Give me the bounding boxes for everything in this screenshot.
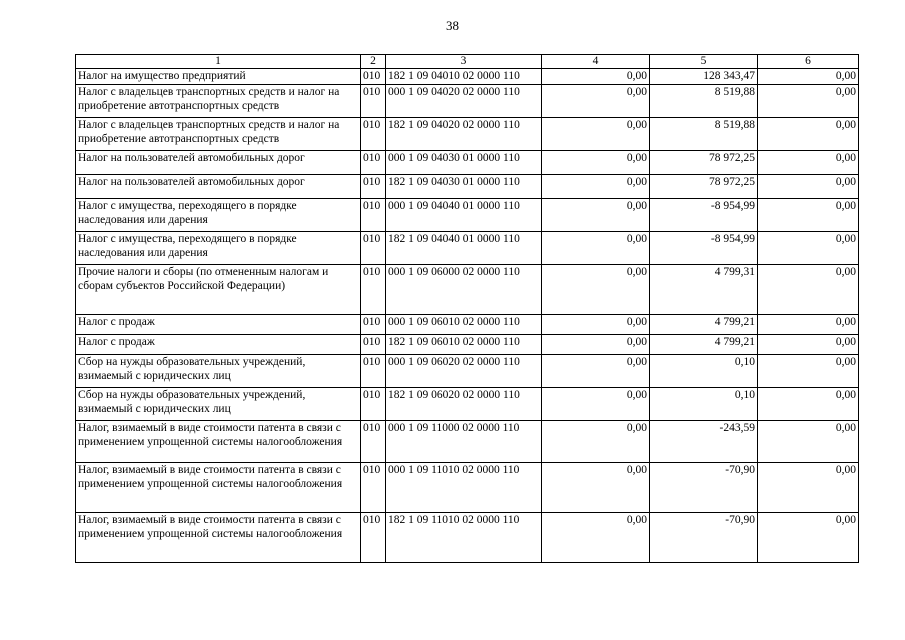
cell-description: Налог с продаж <box>76 335 361 355</box>
cell-col5-value: 8 519,88 <box>650 118 758 151</box>
cell-budget-code: 000 1 09 11010 02 0000 110 <box>386 463 542 513</box>
cell-line-code: 010 <box>361 513 386 563</box>
cell-col6-value: 0,00 <box>758 118 859 151</box>
cell-line-code: 010 <box>361 69 386 85</box>
cell-description: Сбор на нужды образовательных учреждений, взимаемый с юридических лиц <box>76 388 361 421</box>
cell-col5-value: 4 799,31 <box>650 265 758 315</box>
cell-line-code: 010 <box>361 463 386 513</box>
cell-col6-value: 0,00 <box>758 85 859 118</box>
cell-budget-code: 182 1 09 06020 02 0000 110 <box>386 388 542 421</box>
cell-col6-value: 0,00 <box>758 335 859 355</box>
cell-budget-code: 182 1 09 04040 01 0000 110 <box>386 232 542 265</box>
cell-description: Налог, взимаемый в виде стоимости патента в связи с применением упрощенной системы налогообложения <box>76 463 361 513</box>
cell-budget-code: 000 1 09 11000 02 0000 110 <box>386 421 542 463</box>
cell-col4-value: 0,00 <box>542 335 650 355</box>
cell-col6-value: 0,00 <box>758 355 859 388</box>
cell-line-code: 010 <box>361 118 386 151</box>
table-row <box>76 388 859 421</box>
cell-col4-value: 0,00 <box>542 151 650 175</box>
cell-line-code: 010 <box>361 335 386 355</box>
table-row <box>76 421 859 463</box>
cell-col6-value: 0,00 <box>758 513 859 563</box>
cell-description: Налог с владельцев транспортных средств и налог на приобретение автотранспортных средств <box>76 85 361 118</box>
column-header: 4 <box>542 55 650 69</box>
cell-col5-value: 4 799,21 <box>650 335 758 355</box>
cell-col4-value: 0,00 <box>542 265 650 315</box>
cell-col5-value: 4 799,21 <box>650 315 758 335</box>
cell-line-code: 010 <box>361 232 386 265</box>
cell-col6-value: 0,00 <box>758 463 859 513</box>
table-row <box>76 463 859 513</box>
cell-description: Налог на пользователей автомобильных дорог <box>76 175 361 199</box>
cell-col6-value: 0,00 <box>758 388 859 421</box>
cell-line-code: 010 <box>361 421 386 463</box>
column-header: 6 <box>758 55 859 69</box>
table-row <box>76 355 859 388</box>
cell-col4-value: 0,00 <box>542 355 650 388</box>
cell-description: Прочие налоги и сборы (по отмененным налогам и сборам субъектов Российской Федерации) <box>76 265 361 315</box>
column-header-row <box>76 55 859 69</box>
cell-col5-value: 78 972,25 <box>650 175 758 199</box>
cell-col4-value: 0,00 <box>542 315 650 335</box>
table-row <box>76 85 859 118</box>
cell-col6-value: 0,00 <box>758 421 859 463</box>
cell-col6-value: 0,00 <box>758 199 859 232</box>
cell-budget-code: 182 1 09 04020 02 0000 110 <box>386 118 542 151</box>
cell-line-code: 010 <box>361 355 386 388</box>
cell-budget-code: 182 1 09 06010 02 0000 110 <box>386 335 542 355</box>
cell-col4-value: 0,00 <box>542 232 650 265</box>
cell-description: Налог с имущества, переходящего в порядке наследования или дарения <box>76 199 361 232</box>
cell-description: Налог с имущества, переходящего в порядке наследования или дарения <box>76 232 361 265</box>
cell-col4-value: 0,00 <box>542 463 650 513</box>
table-row <box>76 513 859 563</box>
table-row <box>76 265 859 315</box>
table-row <box>76 69 859 85</box>
table-row <box>76 151 859 175</box>
report-table <box>75 54 859 563</box>
cell-line-code: 010 <box>361 315 386 335</box>
cell-description: Налог на пользователей автомобильных дорог <box>76 151 361 175</box>
cell-col4-value: 0,00 <box>542 199 650 232</box>
cell-budget-code: 000 1 09 04030 01 0000 110 <box>386 151 542 175</box>
cell-budget-code: 182 1 09 11010 02 0000 110 <box>386 513 542 563</box>
cell-col5-value: -70,90 <box>650 513 758 563</box>
table-row <box>76 315 859 335</box>
cell-col6-value: 0,00 <box>758 315 859 335</box>
cell-col6-value: 0,00 <box>758 232 859 265</box>
cell-col5-value: -8 954,99 <box>650 232 758 265</box>
cell-col6-value: 0,00 <box>758 175 859 199</box>
table-row <box>76 335 859 355</box>
cell-line-code: 010 <box>361 388 386 421</box>
column-header: 2 <box>361 55 386 69</box>
cell-col5-value: 8 519,88 <box>650 85 758 118</box>
cell-col4-value: 0,00 <box>542 388 650 421</box>
cell-budget-code: 000 1 09 06000 02 0000 110 <box>386 265 542 315</box>
cell-description: Налог с владельцев транспортных средств и налог на приобретение автотранспортных средств <box>76 118 361 151</box>
column-header: 5 <box>650 55 758 69</box>
cell-col6-value: 0,00 <box>758 265 859 315</box>
table-row <box>76 175 859 199</box>
cell-description: Налог, взимаемый в виде стоимости патента в связи с применением упрощенной системы налогообложения <box>76 421 361 463</box>
cell-description: Налог на имущество предприятий <box>76 69 361 85</box>
cell-description: Налог с продаж <box>76 315 361 335</box>
table-row <box>76 118 859 151</box>
cell-col5-value: 78 972,25 <box>650 151 758 175</box>
cell-budget-code: 000 1 09 06010 02 0000 110 <box>386 315 542 335</box>
cell-col5-value: 0,10 <box>650 388 758 421</box>
column-header: 1 <box>76 55 361 69</box>
table-row <box>76 232 859 265</box>
column-header: 3 <box>386 55 542 69</box>
cell-line-code: 010 <box>361 151 386 175</box>
cell-col4-value: 0,00 <box>542 513 650 563</box>
cell-description: Налог, взимаемый в виде стоимости патента в связи с применением упрощенной системы налогообложения <box>76 513 361 563</box>
cell-col4-value: 0,00 <box>542 175 650 199</box>
cell-budget-code: 000 1 09 06020 02 0000 110 <box>386 355 542 388</box>
cell-col4-value: 0,00 <box>542 421 650 463</box>
cell-col4-value: 0,00 <box>542 118 650 151</box>
cell-col5-value: 0,10 <box>650 355 758 388</box>
cell-line-code: 010 <box>361 199 386 232</box>
cell-col6-value: 0,00 <box>758 151 859 175</box>
cell-col4-value: 0,00 <box>542 85 650 118</box>
cell-budget-code: 000 1 09 04040 01 0000 110 <box>386 199 542 232</box>
cell-col5-value: -8 954,99 <box>650 199 758 232</box>
cell-col4-value: 0,00 <box>542 69 650 85</box>
cell-col6-value: 0,00 <box>758 69 859 85</box>
cell-line-code: 010 <box>361 265 386 315</box>
cell-line-code: 010 <box>361 85 386 118</box>
cell-budget-code: 182 1 09 04030 01 0000 110 <box>386 175 542 199</box>
cell-budget-code: 182 1 09 04010 02 0000 110 <box>386 69 542 85</box>
page-number: 38 <box>446 18 459 33</box>
cell-budget-code: 000 1 09 04020 02 0000 110 <box>386 85 542 118</box>
cell-description: Сбор на нужды образовательных учреждений, взимаемый с юридических лиц <box>76 355 361 388</box>
cell-col5-value: 128 343,47 <box>650 69 758 85</box>
cell-line-code: 010 <box>361 175 386 199</box>
cell-col5-value: -70,90 <box>650 463 758 513</box>
table-row <box>76 199 859 232</box>
cell-col5-value: -243,59 <box>650 421 758 463</box>
